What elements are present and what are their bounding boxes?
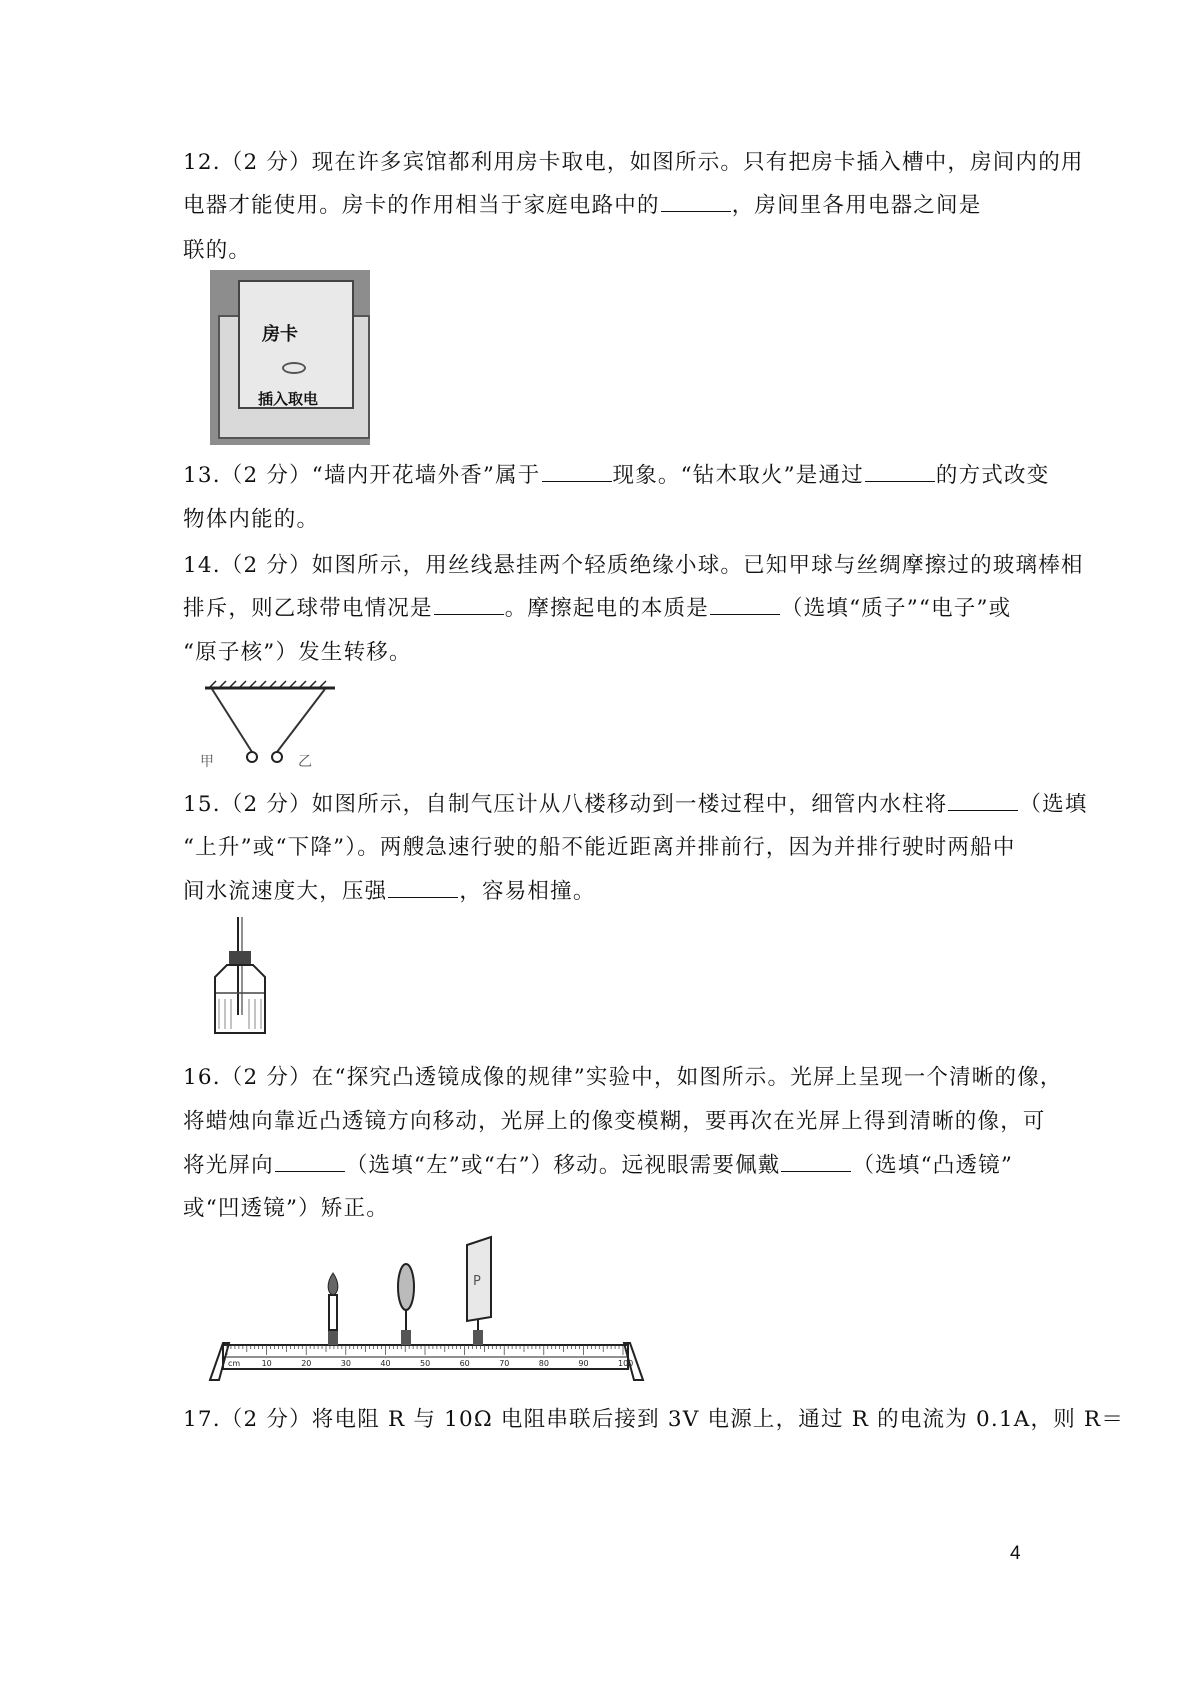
q16-blank-2 xyxy=(781,1153,851,1172)
scale-label: 30 xyxy=(340,1359,351,1368)
candle-flame xyxy=(328,1273,338,1295)
water-shading xyxy=(219,999,261,1029)
scale-label: 40 xyxy=(380,1359,391,1368)
q16-line3-text-c: （选填“凸透镜” xyxy=(852,1153,1014,1178)
scale-label: 70 xyxy=(499,1359,510,1368)
scale-label: cm xyxy=(228,1359,241,1368)
scale-label: 80 xyxy=(538,1359,549,1368)
scale-label: 100 xyxy=(618,1359,634,1368)
q12-line2-text-b: ，房间里各用电器之间是 xyxy=(731,193,982,218)
q15-line1 xyxy=(183,787,1088,818)
scale-label: 20 xyxy=(301,1359,312,1368)
q13-line1-text-c: 的方式改变 xyxy=(935,463,1050,488)
bench-left-leg xyxy=(210,1343,229,1380)
label-yi: 乙 xyxy=(298,754,312,770)
q17-line1: 17.（2 分）将电阻 R 与 10Ω 电阻串联后接到 3V 电源上，通过 R 的电流为 0.1A，则 R＝ xyxy=(183,1407,1125,1432)
scale-label: 50 xyxy=(420,1359,431,1368)
lens-holder xyxy=(401,1330,411,1345)
q15-line1-text-b: （选填 xyxy=(1019,792,1088,817)
screen-holder xyxy=(473,1330,483,1345)
scale-labels xyxy=(228,1359,633,1368)
q14-blank-2 xyxy=(710,596,780,615)
screen-image-mark: P xyxy=(473,1274,481,1289)
q14-line2-text-a: 排斥，则乙球带电情况是 xyxy=(183,596,433,621)
bottle-cap xyxy=(229,951,251,965)
q14-line1: 14.（2 分）如图所示，用丝线悬挂两个轻质绝缘小球。已知甲球与丝绸摩擦过的玻璃棒相 xyxy=(183,553,1084,578)
q13-blank-2 xyxy=(865,463,935,482)
thread-jia xyxy=(212,689,252,752)
q16-line4: 或“凹透镜”）矫正。 xyxy=(183,1196,389,1221)
q13-line1-text-a: 13.（2 分）“墙内开花墙外香”属于 xyxy=(183,463,541,488)
slot-label: 插入取电 xyxy=(258,390,319,408)
arrow-icon xyxy=(282,362,306,374)
q15-line3-text-a: 间水流速度大，压强 xyxy=(183,879,388,904)
q13-blank-1 xyxy=(542,463,612,482)
scale-label: 60 xyxy=(459,1359,470,1368)
q15-blank-1b xyxy=(388,879,458,898)
q16-line2: 将蜡烛向靠近凸透镜方向移动，光屏上的像变模糊，要再次在光屏上得到清晰的像，可 xyxy=(183,1109,1046,1134)
q12-line1: 12.（2 分）现在许多宾馆都利用房卡取电，如图所示。只有把房卡插入槽中，房间内的用 xyxy=(183,150,1084,175)
ball-yi xyxy=(272,752,282,762)
scale-label: 90 xyxy=(578,1359,589,1368)
q16-blank-1 xyxy=(275,1153,345,1172)
q15-line3 xyxy=(183,874,596,905)
candle-holder xyxy=(328,1330,338,1345)
q15-blank-1 xyxy=(948,792,1018,811)
bottle xyxy=(215,965,265,1033)
room-card-label: 房卡 xyxy=(262,324,298,345)
scale-label: 10 xyxy=(261,1359,272,1368)
q15-line3-text-b: ，容易相撞。 xyxy=(459,879,596,904)
q16-line3-text-b: （选填“左”或“右”）移动。远视眼需要佩戴 xyxy=(345,1153,781,1178)
q13-line2: 物体内能的。 xyxy=(183,507,320,532)
q13-line1-text-b: 现象。“钻木取火”是通过 xyxy=(612,463,864,488)
q15-line2: “上升”或“下降”）。两艘急速行驶的船不能近距离并排前行，因为并排行驶时两船中 xyxy=(183,835,1016,860)
label-jia: 甲 xyxy=(200,754,214,770)
q14-line2 xyxy=(183,591,1011,622)
ball-jia xyxy=(247,752,257,762)
q15-line1-text-a: 15.（2 分）如图所示，自制气压计从八楼移动到一楼过程中，细管内水柱将 xyxy=(183,792,948,817)
q16-line3-text-a: 将光屏向 xyxy=(183,1153,274,1178)
thread-yi xyxy=(277,689,325,752)
scale-ticks xyxy=(227,1345,623,1355)
q12-blank-1 xyxy=(661,193,731,212)
q14-line3: “原子核”）发生转移。 xyxy=(183,640,412,665)
optical-bench-figure xyxy=(205,1225,650,1385)
ceiling-hatching xyxy=(210,681,326,687)
suspended-balls-figure xyxy=(200,680,350,775)
barometer-bottle-figure xyxy=(205,915,275,1040)
room-card-figure xyxy=(210,270,370,445)
candle xyxy=(329,1295,337,1330)
q12-line3: 联的。 xyxy=(183,238,252,263)
q14-blank-1 xyxy=(434,596,504,615)
q16-line3 xyxy=(183,1148,1013,1179)
q14-line2-text-b: 。摩擦起电的本质是 xyxy=(504,596,710,621)
q12-line2 xyxy=(183,188,981,219)
q14-line2-text-c: （选填“质子”“电子”或 xyxy=(781,596,1012,621)
q12-line2-text-a: 电器才能使用。房卡的作用相当于家庭电路中的 xyxy=(183,193,660,218)
q13-line1 xyxy=(183,458,1049,489)
convex-lens xyxy=(398,1264,414,1310)
page-number: 4 xyxy=(1010,1543,1021,1564)
q16-line1: 16.（2 分）在“探究凸透镜成像的规律”实验中，如图所示。光屏上呈现一个清晰的像， xyxy=(183,1065,1063,1090)
